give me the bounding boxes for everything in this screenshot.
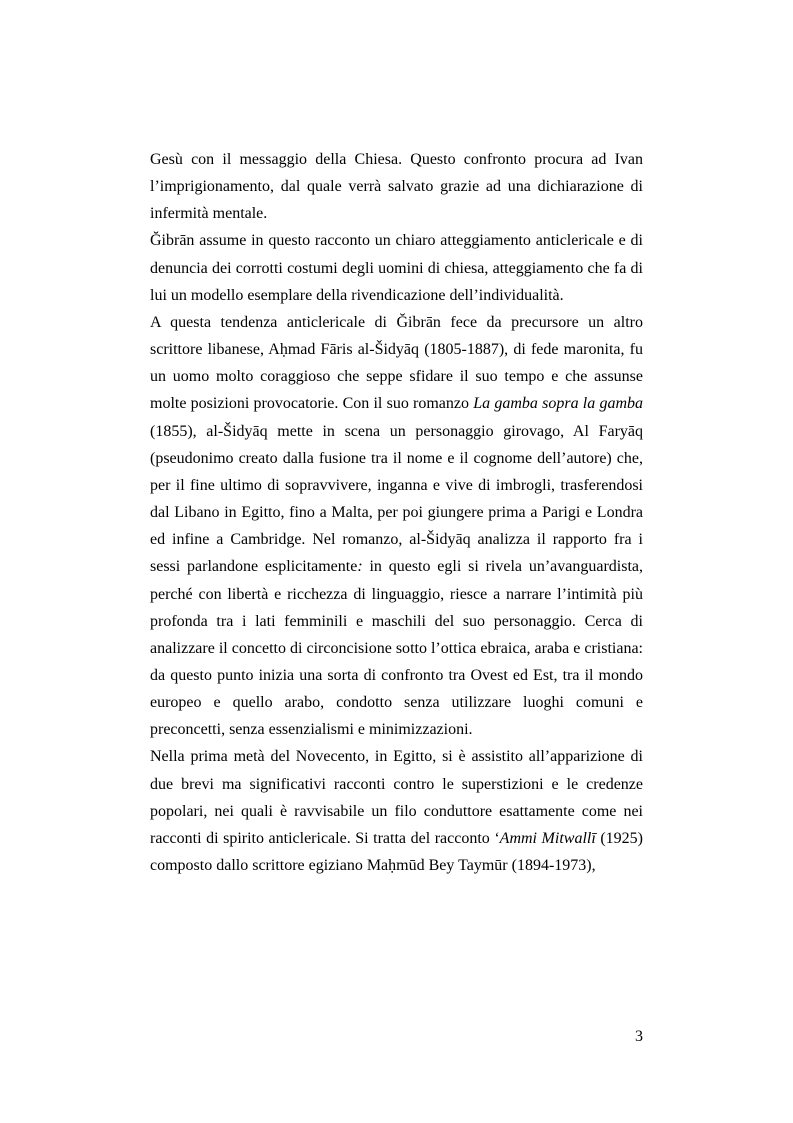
paragraph <box>150 227 643 308</box>
text-run: in questo egli si rivela un’avanguardista, perché con libertà e ricchezza di linguaggio, riesce a narrare l’intimità più profonda tra i lati femminili e maschili del suo personaggio. Cerca di analizzare il concetto di circoncisione sotto l’ottica ebraica, araba e cristiana: da questo punto inizia una sorta di confronto tra Ovest ed Est, tra il mondo europeo e quello arabo, condotto senza utilizzare luoghi comuni e preconcetti, senza essenzialismi e minimizzazioni. <box>150 558 643 739</box>
page-number: 3 <box>635 1028 643 1045</box>
text-run: (1925) composto dallo scrittore egiziano Maḥmūd Bey Taymūr (1894-1973), <box>150 829 644 875</box>
italic-text: La gamba sopra la gamba <box>473 395 644 413</box>
text-run: Gesù con il messaggio della Chiesa. Questo confronto procura ad Ivan l’imprigionamento, dal quale verrà salvato grazie ad una dichiarazione di infermità mentale. <box>150 151 643 223</box>
paragraph <box>150 309 643 744</box>
text-run: (1855), al-Šidyāq mette in scena un personaggio girovago, Al Faryāq (pseudonimo creato dalla fusione tra il nome e il cognome dell’autore) che, per il fine ultimo di sopravvivere, inganna e vive di imbrogli, trasferendosi dal Libano in Egitto, fino a Malta, per poi giungere prima a Parigi e Londra ed infine a Cambridge. Nel romanzo, al-Šidyāq analizza il rapporto fra i sessi parlandone esplicitamente <box>150 422 643 576</box>
italic-text: Ammi Mitwallī <box>499 829 596 847</box>
italic-text: : <box>357 558 363 576</box>
text-run: Ğibrān assume in questo racconto un chiaro atteggiamento anticlericale e di denuncia dei corrotti costumi degli uomini di chiesa, atteggiamento che fa di lui un modello esemplare della rivendicazione dell’individualità. <box>150 232 643 304</box>
body-text <box>150 146 643 879</box>
text-run: A questa tendenza anticlericale di Ğibrān fece da precursore un altro scrittore libanese, Aḥmad Fāris al-Šidyāq (1805-1887), di fede maronita, fu un uomo molto coraggioso che seppe sfidare il suo tempo e che assunse molte posizioni provocatorie. Con il suo romanzo <box>150 313 643 413</box>
paragraph <box>150 743 643 879</box>
paragraph <box>150 146 643 227</box>
text-run: Nella prima metà del Novecento, in Egitto, si è assistito all’apparizione di due brevi ma significativi racconti contro le superstizioni e le credenze popolari, nei quali è ravvisabile un filo conduttore esattamente come nei racconti di spirito anticlericale. Si tratta del racconto ‘ <box>150 748 643 847</box>
